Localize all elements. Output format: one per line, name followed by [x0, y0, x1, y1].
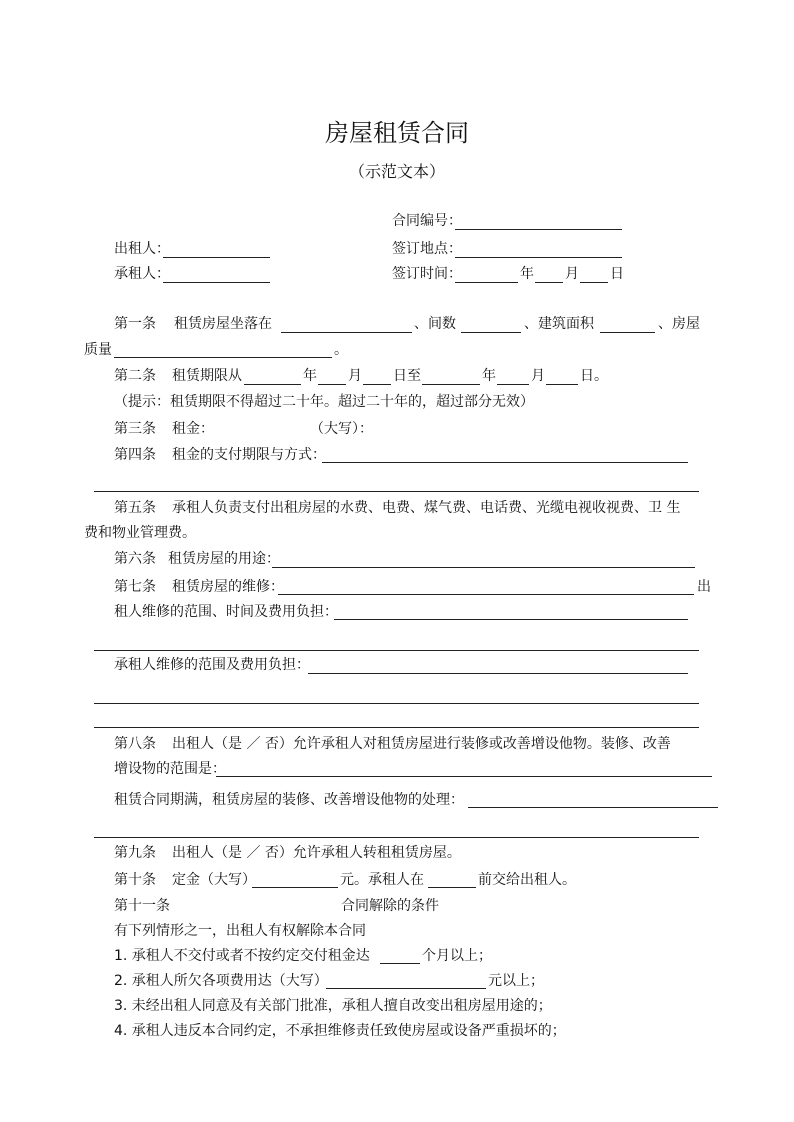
- lessee-repair-field-2[interactable]: [94, 703, 699, 704]
- condition-3-text: 3. 未经出租人同意及有关部门批准，承租人擅自改变出租房屋用途的；: [114, 998, 552, 1014]
- sign-year-field[interactable]: [455, 282, 518, 283]
- lessee-repair-field-3[interactable]: [94, 727, 699, 728]
- payment-field-2[interactable]: [94, 491, 699, 492]
- article-6-lead: 第六条: [114, 551, 156, 567]
- start-day-field[interactable]: [363, 384, 391, 385]
- article-3-daxie: （大写）：: [310, 421, 373, 437]
- sign-place-label: 签订地点：: [392, 241, 462, 257]
- article-2-tip: （提示：租赁期限不得超过二十年。超过二十年的，超过部分无效）: [114, 394, 534, 410]
- article-6-text: 租赁房屋的用途：: [168, 551, 280, 567]
- article-2-text: 租赁期限从: [172, 368, 242, 384]
- contract-title: 房屋租赁合同: [325, 119, 469, 147]
- end-day-field[interactable]: [546, 384, 578, 385]
- article-3-lead: 第三条: [114, 421, 156, 437]
- article-10-lead: 第十条: [114, 872, 156, 888]
- payment-field[interactable]: [322, 462, 688, 463]
- article-10-text: 定金（大写）: [172, 872, 256, 888]
- article-7-lead: 第七条: [114, 579, 156, 595]
- article-5-text: 承租人负责支付出租房屋的水费、电费、煤气费、电话费、光缆电视收视费、卫 生: [172, 500, 681, 516]
- contract-subtitle: （示范文本）: [348, 162, 445, 181]
- lessee-field[interactable]: [163, 282, 270, 283]
- article-1-rooms: 、间数: [414, 316, 456, 332]
- deposit-field[interactable]: [252, 887, 338, 888]
- sign-day-label: 日: [610, 266, 624, 282]
- article-1-house: 、房屋: [658, 316, 700, 332]
- usage-field[interactable]: [272, 567, 695, 568]
- article-9-text: 出租人（是 ／ 否）允许承租人转租租赁房屋。: [172, 845, 461, 861]
- end-month-label: 月: [531, 368, 545, 384]
- condition-4-text: 4. 承租人违反本合同约定，不承担维修责任致使房屋或设备严重损坏的；: [114, 1023, 566, 1039]
- article-10-end: 前交给出租人。: [478, 872, 576, 888]
- contract-no-field[interactable]: [455, 229, 622, 230]
- start-year-label: 年: [303, 368, 317, 384]
- lessor-field[interactable]: [163, 257, 270, 258]
- quality-field[interactable]: [114, 357, 332, 358]
- end-year-label: 年: [482, 368, 496, 384]
- start-month-label: 月: [348, 368, 362, 384]
- decoration-scope-field[interactable]: [216, 776, 712, 777]
- area-field[interactable]: [600, 332, 655, 333]
- article-1-lead: 第一条: [114, 316, 156, 332]
- sign-place-field[interactable]: [455, 257, 622, 258]
- article-11-lead: 第十一条: [114, 898, 170, 914]
- condition-1-text: 1. 承租人不交付或者不按约定交付租金达: [114, 948, 370, 964]
- lessor-repair-field[interactable]: [334, 619, 688, 620]
- article-10-yuan: 元。承租人在: [340, 872, 424, 888]
- lessee-repair-field[interactable]: [308, 673, 688, 674]
- condition-2-field[interactable]: [326, 988, 486, 989]
- start-day-label: 日至: [393, 368, 421, 384]
- start-year-field[interactable]: [244, 384, 301, 385]
- article-7-chu: 出: [697, 579, 711, 595]
- article-7-text-3: 承租人维修的范围及费用负担：: [114, 657, 310, 673]
- article-11-intro: 有下列情形之一，出租人有权解除本合同: [114, 923, 366, 939]
- article-4-lead: 第四条: [114, 447, 156, 463]
- sign-month-field[interactable]: [535, 282, 563, 283]
- article-8-text-3: 租赁合同期满，租赁房屋的装修、改善增设他物的处理：: [114, 792, 464, 808]
- article-7-text: 租赁房屋的维修：: [172, 579, 284, 595]
- lessor-label: 出租人：: [114, 241, 170, 257]
- end-day-label: 日。: [580, 368, 608, 384]
- article-11-title: 合同解除的条件: [341, 898, 439, 914]
- article-3-text: 租金：: [172, 421, 214, 437]
- article-9-lead: 第九条: [114, 845, 156, 861]
- article-1-quality: 质量: [84, 342, 112, 358]
- article-8-lead: 第八条: [114, 736, 156, 752]
- condition-2-text: 2. 承租人所欠各项费用达（大写）: [114, 973, 328, 989]
- contract-no-label: 合同编号：: [392, 213, 462, 229]
- condition-1-field[interactable]: [380, 963, 420, 964]
- sign-day-field[interactable]: [580, 282, 608, 283]
- sign-year-label: 年: [520, 266, 534, 282]
- article-5-lead: 第五条: [114, 500, 156, 516]
- condition-1-end: 个月以上；: [422, 948, 492, 964]
- sign-month-label: 月: [565, 266, 579, 282]
- article-1-area: 、建筑面积: [524, 316, 594, 332]
- deposit-date-field[interactable]: [428, 887, 476, 888]
- article-1-text: 租赁房屋坐落在: [174, 316, 272, 332]
- end-month-field[interactable]: [497, 384, 529, 385]
- decoration-handling-field-2[interactable]: [94, 837, 699, 838]
- article-2-lead: 第二条: [114, 368, 156, 384]
- condition-2-end: 元以上；: [488, 973, 544, 989]
- rooms-field[interactable]: [461, 332, 521, 333]
- lessor-repair-field-2[interactable]: [94, 650, 699, 651]
- maintenance-field[interactable]: [278, 594, 694, 595]
- location-field[interactable]: [281, 332, 412, 333]
- sign-time-label: 签订时间：: [392, 266, 462, 282]
- end-year-field[interactable]: [422, 384, 480, 385]
- start-month-field[interactable]: [318, 384, 346, 385]
- article-8-text-2: 增设物的范围是：: [114, 761, 226, 777]
- article-4-text: 租金的支付期限与方式：: [172, 447, 326, 463]
- decoration-handling-field[interactable]: [468, 807, 718, 808]
- article-8-text: 出租人（是 ／ 否）允许承租人对租赁房屋进行装修或改善增设他物。装修、改善: [172, 736, 671, 752]
- lessee-label: 承租人：: [114, 266, 170, 282]
- article-7-text-2: 租人维修的范围、时间及费用负担：: [114, 604, 338, 620]
- article-5-text-2: 费和物业管理费。: [84, 525, 196, 541]
- article-1-end: 。: [334, 342, 348, 358]
